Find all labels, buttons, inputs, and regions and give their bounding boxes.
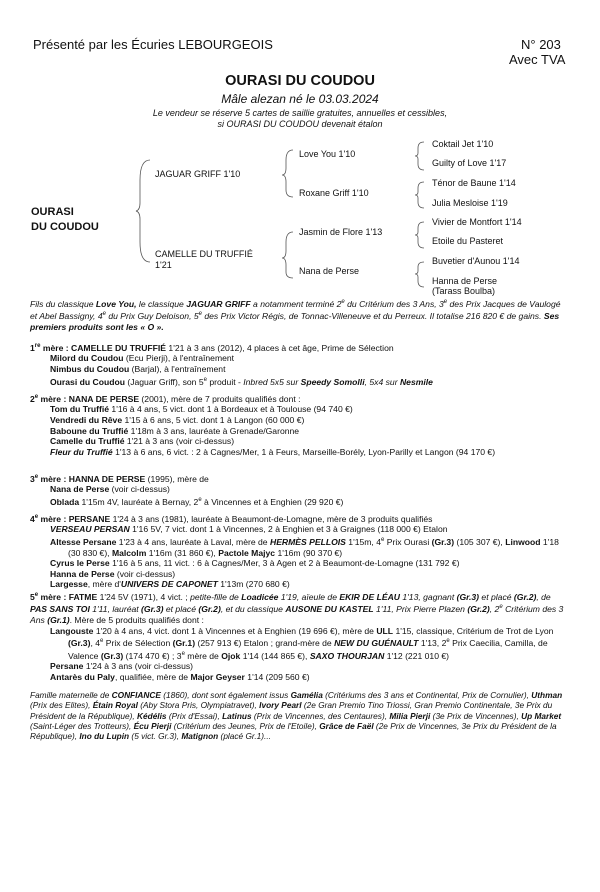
- sire-sire: Love You 1'10: [299, 149, 356, 159]
- produce-row: Hanna de Perse (voir ci-dessus): [50, 568, 176, 579]
- ssd: Guilty of Love 1'17: [432, 158, 507, 168]
- dam-line2: 1'21: [155, 260, 172, 270]
- ddd-line2: (Tarass Boulba): [432, 286, 496, 296]
- produce-row: Nana de Perse (voir ci-dessus): [50, 484, 170, 495]
- dds: Buvetier d'Aunou 1'14: [432, 256, 520, 266]
- dam-dam: Nana de Perse: [299, 266, 360, 276]
- produce-row: Nimbus du Coudou (Barjal), à l'entraînement: [50, 364, 226, 375]
- dam-sire: Jasmin de Flore 1'13: [299, 227, 383, 237]
- produce-row: Cyrus le Perse 1'16 à 5 ans, 11 vict. : 6 à Cagnes/Mer, 3 à Agen et 2 à Beaumont-de-Lomagne (131 792 €): [50, 558, 460, 569]
- second-dam-heading: 2e mère : NANA DE PERSE (2001), mère de 7 produits qualifiés dont :: [30, 393, 301, 404]
- fifth-dam-section: [30, 590, 570, 682]
- page-title: OURASI DU COUDOU: [225, 73, 375, 89]
- produce-row: Vendredi du Rêve 1'15 à 6 ans, 5 vict. dont 1 à Langon (60 000 €): [50, 415, 305, 426]
- tax-note: Avec TVA: [509, 52, 566, 67]
- dsd: Etoile du Pasteret: [432, 236, 504, 246]
- horse-name-line1: OURASI: [31, 206, 74, 218]
- produce-row: Antarès du Paly, qualifiée, mère de Major Geyser 1'14 (209 560 €): [50, 671, 310, 682]
- produce-row: Altesse Persane 1'23 à 4 ans, lauréate à Laval, mère de HERMÈS PELLOIS 1'15m, 4e Prix Ourasi (Gr.3) (105 307 €), Linwood 1'18 (30 830 €), Malcolm 1'16m (31 860 €), Pactole Majyc 1'16m (90 370 €): [50, 536, 559, 558]
- sdd: Julia Mesloise 1'19: [432, 198, 508, 208]
- third-dam-heading: 3e mère : HANNA DE PERSE (1995), mère de: [30, 473, 209, 484]
- sire: JAGUAR GRIFF 1'10: [155, 169, 241, 179]
- produce-row: Ourasi du Coudou (Jaguar Griff), son 5e produit - Inbred 5x5 sur Speedy Somolli, 5x4 sur Nesmile: [50, 376, 433, 387]
- stud-note-line2: si OURASI DU COUDOU devenait étalon: [217, 119, 383, 129]
- presenter-line: Présenté par les Écuries LEBOURGEOIS: [33, 37, 273, 52]
- third-dam-section: [30, 472, 570, 508]
- stud-note-line1: Le vendeur se réserve 5 cartes de saillie gratuites, annuelles et cessibles,: [152, 108, 448, 118]
- second-dam-section: [30, 392, 570, 457]
- fourth-dam-heading: 4e mère : PERSANE 1'24 à 3 ans (1981), lauréate à Beaumont-de-Lomagne, mère de 3 produits qualifiés: [30, 513, 433, 524]
- horse-name-line2: DU COUDOU: [31, 221, 99, 233]
- sds: Ténor de Baune 1'14: [432, 178, 516, 188]
- horse-description: Mâle alezan né le 03.03.2024: [221, 92, 379, 106]
- produce-row: Oblada 1'15m 4V, lauréate à Bernay, 2e à Vincennes et à Enghien (29 920 €): [50, 496, 344, 507]
- fifth-dam-heading: 5e mère : FATME 1'24 5V (1971), 4 vict. ; petite-fille de Loadicée 1'19, aïeule de EKIR DE LÉAU 1'13, gagnant (Gr.3) et placé (Gr.2), de PAS SANS TOI 1'11, lauréat (Gr.3) et placé (Gr.2), et du classique AUSONE DU KASTEL 1'11, Prix Pierre Plazen (Gr.2), 2e Critérium des 3 Ans (Gr.1). Mère de 5 produits qualifiés dont :: [30, 591, 564, 625]
- dam-line1: CAMELLE DU TRUFFIÉ: [155, 249, 253, 259]
- ddd-line1: Hanna de Perse: [432, 276, 498, 286]
- lot-number: N° 203: [521, 37, 561, 52]
- produce-row: Camelle du Truffié 1'21 à 3 ans (voir ci-dessus): [50, 436, 235, 447]
- sire-dam: Roxane Griff 1'10: [299, 188, 369, 198]
- first-dam-heading: 1re mère : CAMELLE DU TRUFFIÉ 1'21 à 3 ans (2012), 4 places à cet âge, Prime de Sélection: [30, 342, 394, 353]
- produce-row: VERSEAU PERSAN 1'16 5V, 7 vict. dont 1 à Vincennes, 2 à Enghien et 3 à Graignes (118 000 €) Etalon: [50, 524, 448, 535]
- produce-row: Fleur du Truffié 1'13 à 6 ans, 6 vict. : 2 à Cagnes/Mer, 1 à Feurs, Marseille-Borély, Lyon-Parilly et Langon (94 170 €): [50, 446, 496, 457]
- produce-row: Largesse, mère d'UNIVERS DE CAPONET 1'13m (270 680 €): [50, 579, 290, 590]
- produce-row: Tom du Truffié 1'16 à 4 ans, 5 vict. dont 1 à Bordeaux et à Toulouse (94 740 €): [50, 404, 353, 415]
- first-dam-section: [30, 341, 570, 387]
- family-paragraph: Famille maternelle de CONFIANCE (1860), dont sont également issus Gamélia (Critériums des 3 ans et Continental, Prix de Cornulier), Uthman (Prix des Elites), Étain Royal (Aby Stora Pris, Olympiatravet), Ivory Pearl (2e Gran Premio Tino Triossi, Gran Premio Continentale, 3e Prix du Président de la République), Kédélis (Prix d'Essai), Latinus (Prix de Vincennes, des Centaures), Milia Pierji (3e Prix de Vincennes), Up Market (Saint-Léger des Trotteurs), Écu Pierji (Critérium des Jeunes, Prix de l'Etoile), Grâce de Faël (2e Prix de Vincennes, 3e Prix du Président de la République), Ino du Lupin (5 vict. Gr.3), Matignon (placé Gr.1)...: [30, 690, 563, 742]
- produce-row: Baboune du Truffié 1'18m à 3 ans, lauréate à Grenade/Garonne: [50, 425, 300, 436]
- sire-description: Fils du classique Love You, le classique JAGUAR GRIFF a notamment terminé 2e du Critérium des 3 Ans, 3e des Prix Jacques de Vaulogé et Abel Bassigny, 4e du Prix Guy Deloison, 5e des Prix Victor Régis, de Tonnac-Villeneuve et du Perreux. Il totalise 216 820 € de gains. Ses premiers produits sont les « O ».: [30, 298, 561, 332]
- fourth-dam-section: [30, 512, 570, 590]
- dss: Vivier de Montfort 1'14: [432, 217, 522, 227]
- produce-row: Langouste 1'20 à 4 ans, 4 vict. dont 1 à Vincennes et à Enghien (19 696 €), mère de ULL 1'15, classique, Critérium de Trot de Lyon (Gr.3), 4e Prix de Sélection (Gr.1) (257 913 €) Etalon ; grand-mère de NEW DU GUÉNAULT 1'13, 2e Prix Caecilia, Camilla, de Valence (Gr.3) (174 470 €) ; 3e mère de Ojok 1'14 (144 865 €), SAXO THOURJAN 1'12 (221 010 €): [50, 625, 554, 661]
- sss: Coktail Jet 1'10: [432, 139, 494, 149]
- produce-row: Milord du Coudou (Ecu Pierji), à l'entraînement: [50, 353, 235, 364]
- produce-row: Persane 1'24 à 3 ans (voir ci-dessus): [50, 661, 194, 671]
